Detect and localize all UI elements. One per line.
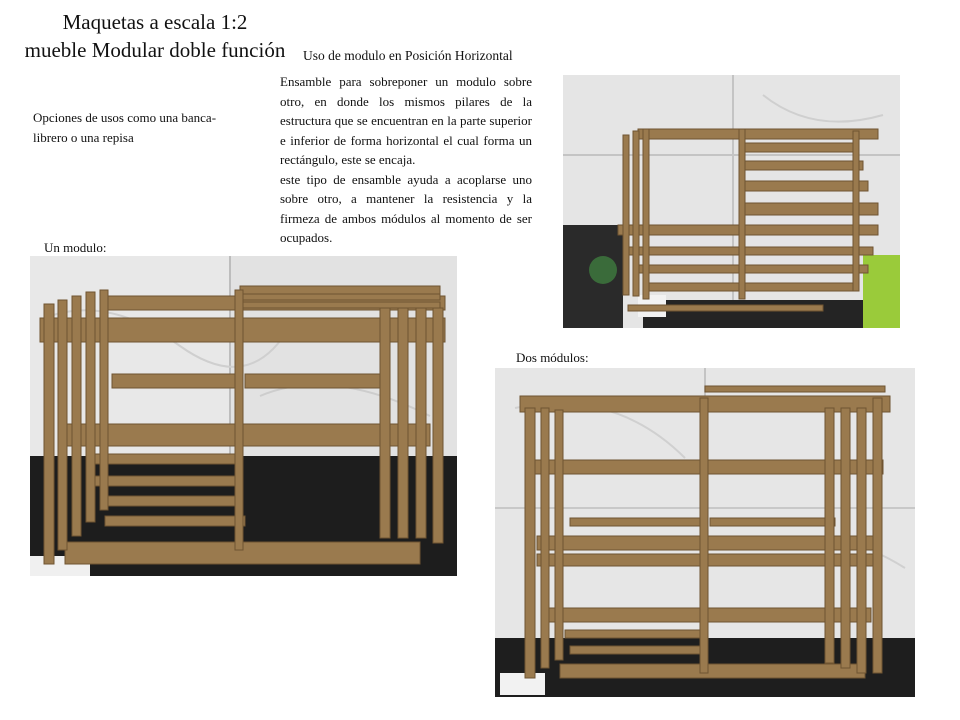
title-line-1: Maquetas a escala 1:2 — [62, 10, 248, 34]
page-title — [0, 8, 310, 64]
description — [280, 72, 532, 248]
horizontal-heading: Uso de modulo en Posición Horizontal — [303, 48, 513, 63]
title-line-2: mueble Modular doble función — [24, 38, 286, 62]
description-paragraph-1: Ensamble para sobreponer un modulo sobre otro, en donde los mismos pilares de la estructura que se encuentran en la parte superior e inferior de forma horizontal el cual forma un rectángulo, este se encaja. — [280, 74, 532, 167]
options-text: Opciones de usos como una banca-librero o una repisa — [33, 110, 217, 145]
photo-one-module — [30, 256, 457, 576]
photo-two-modules — [495, 368, 915, 697]
photo-horizontal-use — [563, 75, 900, 328]
label-two-modules: Dos módulos: — [516, 350, 589, 365]
label-one-module: Un modulo: — [44, 240, 107, 255]
description-paragraph-2: este tipo de ensamble ayuda a acoplarse uno sobre otro, a mantener la resistencia y la firmeza de ambos módulos al momento de ser ocupados. — [280, 171, 532, 245]
